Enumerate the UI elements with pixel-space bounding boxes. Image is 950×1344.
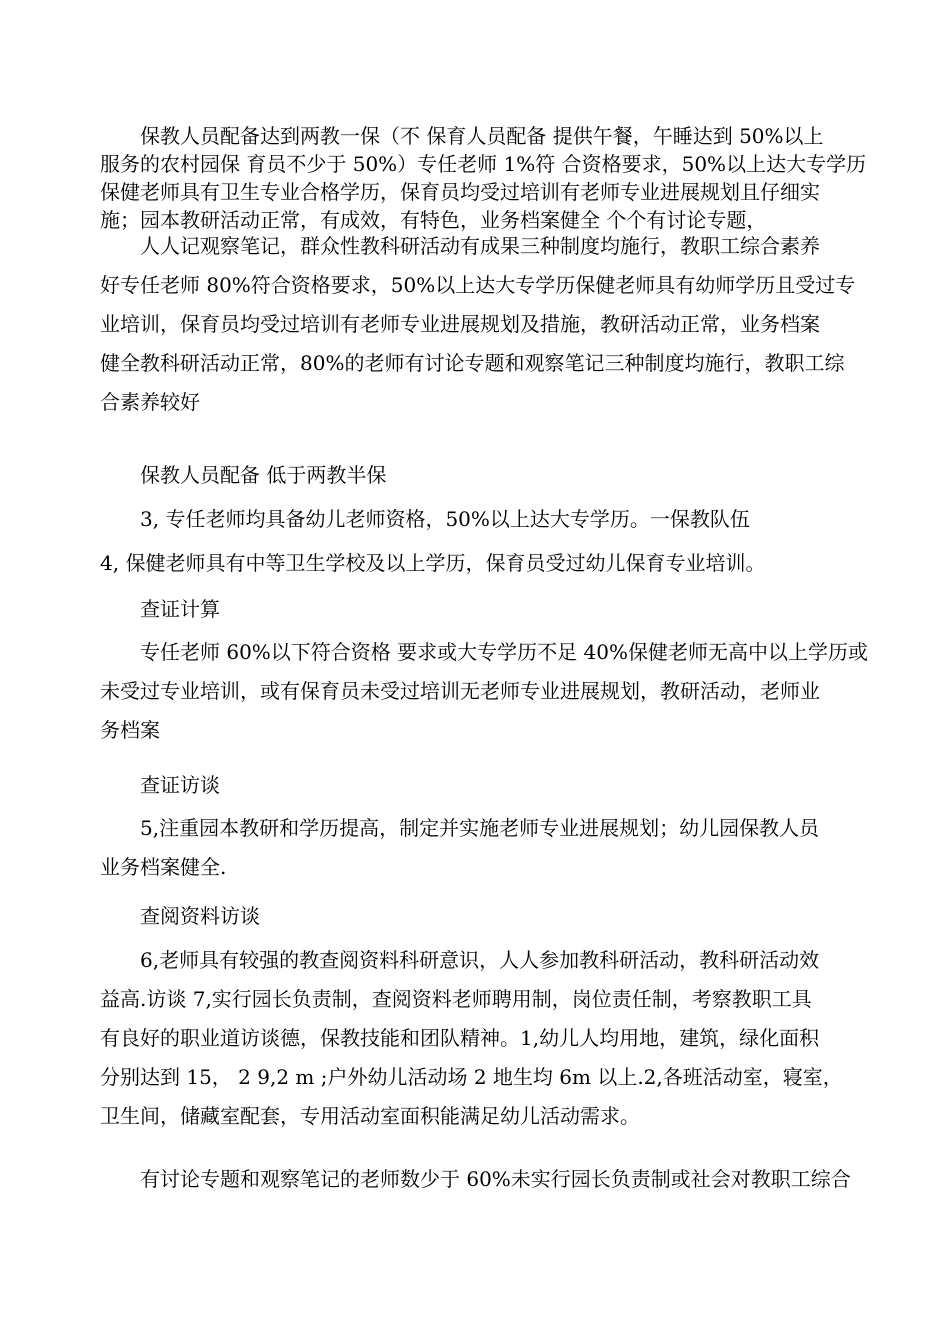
text-line: 查证访谈 (100, 773, 220, 797)
paragraph-method-interview (100, 766, 852, 805)
paragraph-item-3 (100, 500, 852, 539)
paragraph-item-4 (100, 544, 852, 583)
text-line: 查证计算 (100, 597, 220, 621)
text-line: 查阅资料访谈 (100, 904, 260, 928)
paragraph-staffing-standard (100, 122, 867, 234)
text-line: 专任老师 60%以下符合资格 要求或大专学历不足 40%保健老师无高中以上学历或 (100, 640, 868, 664)
text-line: 服务的农村园保 育员不少于 50%）专任老师 1%符 合资格要求，50%以上达大专学历 (100, 152, 867, 176)
text-line: 业培训，保育员均受过培训有老师专业进展规划及措施，教研活动正常，业务档案 (100, 312, 820, 336)
text-line: 务档案 (100, 718, 160, 742)
text-line: 5,注重园本教研和学历提高，制定并实施老师专业进展规划；幼儿园保教人员 (100, 816, 820, 840)
text-line: 合素养较好 (100, 390, 200, 414)
text-line: 4, 保健老师具有中等卫生学校及以上学历，保育员受过幼儿保育专业培训。 (100, 551, 766, 575)
paragraph-method-review (100, 897, 852, 936)
text-line: 分别达到 15， 2 9,2 m ;户外幼儿活动场 2 地生均 6m 以上.2,各班活动室，寝室， (100, 1065, 843, 1089)
paragraph-item-6-7 (100, 941, 852, 1136)
text-line: 有讨论专题和观察笔记的老师数少于 60%未实行园长负责制或社会对教职工综合 (100, 1167, 851, 1191)
text-line: 卫生间，储藏室配套，专用活动室面积能满足幼儿活动需求。 (100, 1104, 640, 1128)
text-line: 3, 专任老师均具备幼儿老师资格，50%以上达大专学历。一保教队伍 (100, 507, 750, 531)
text-line: 益高.访谈 7,实行园长负责制，查阅资料老师聘用制，岗位责任制，考察教职工具 (100, 987, 812, 1011)
paragraph-research-records (100, 227, 856, 422)
text-line: 好专任老师 80%符合资格要求，50%以上达大专学历保健老师具有幼师学历且受过专 (100, 273, 856, 297)
text-line: 人人记观察笔记，群众性教科研活动有成果三种制度均施行，教职工综合素养 (100, 234, 820, 258)
text-line: 保教人员配备达到两教一保（不 保育人员配备 提供午餐，午睡达到 50%以上 (100, 124, 824, 148)
text-line: 施；园本教研活动正常，有成效，有特色，业务档案健全 个个有讨论专题， (100, 208, 767, 232)
paragraph-research-low (100, 1160, 852, 1199)
paragraph-method-calculate (100, 590, 852, 629)
paragraph-staffing-low (100, 456, 852, 495)
text-line: 保教人员配备 低于两教半保 (100, 463, 387, 487)
text-line: 未受过专业培训，或有保育员未受过培训无老师专业进展规划，教研活动，老师业 (100, 679, 820, 703)
text-line: 业务档案健全. (100, 855, 227, 879)
text-line: 有良好的职业道访谈德，保教技能和团队精神。1,幼儿人均用地，建筑，绿化面积 (100, 1026, 820, 1050)
text-line: 6,老师具有较强的教查阅资料科研意识，人人参加教科研活动，教科研活动效 (100, 948, 820, 972)
text-line: 保健老师具有卫生专业合格学历，保育员均受过培训有老师专业进展规划且仔细实 (100, 180, 820, 204)
paragraph-item-5 (100, 809, 852, 887)
paragraph-teacher-qualification (100, 633, 868, 750)
text-line: 健全教科研活动正常，80%的老师有讨论专题和观察笔记三种制度均施行，教职工综 (100, 351, 845, 375)
